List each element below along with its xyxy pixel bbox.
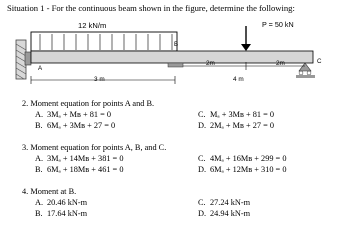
support-b [168,63,183,67]
dim-2m-right: 2m [276,60,285,67]
option-4b[interactable]: B. 17.64 kN-m [35,209,88,218]
question-prompt: Moment equation for points A and B. [30,99,155,108]
label-b: B [174,41,179,48]
option-3a[interactable]: A. 3Mₐ + 14Mʙ + 381 = 0 [35,154,124,163]
beam [31,51,313,63]
option-2b[interactable]: B. 6Mₐ + 3Mʙ + 27 = 0 [35,121,116,130]
question-2 [22,99,154,108]
question-number: 2. [22,99,29,108]
dim-2m-left: 2m [206,60,215,67]
dim-4m: 4 m [233,76,244,83]
question-prompt: Moment at B. [30,187,77,196]
option-4c[interactable]: C. 27.24 kN-m [198,198,251,207]
point-load-label: P = 50 kN [262,20,294,29]
option-2d[interactable]: D. 2Mₐ + Mʙ + 27 = 0 [198,121,275,130]
question-number: 3. [22,143,29,152]
label-c: C [317,58,322,65]
option-4a[interactable]: A. 20.46 kN-m [35,198,88,207]
dim-3m: 3 m [94,76,105,83]
point-load-arrow [241,26,251,51]
question-4 [22,187,76,196]
option-2c[interactable]: C. Mₐ + 3Mʙ + 81 = 0 [198,110,275,119]
page-title: Situation 1 - For the continuous beam shown in the figure, determine the following: [7,3,295,13]
label-a: A [38,65,43,72]
question-number: 4. [22,187,29,196]
question-prompt: Moment equation for points A, B, and C. [30,143,167,152]
question-3 [22,143,166,152]
option-4d[interactable]: D. 24.94 kN-m [198,209,251,218]
fixed-support-a [16,40,31,79]
option-3d[interactable]: D. 6Mₐ + 12Mʙ + 310 = 0 [198,165,287,174]
beam-figure [0,0,350,100]
option-2a[interactable]: A. 3Mₐ + Mʙ + 81 = 0 [35,110,112,119]
udl-label: 12 kN/m [78,21,107,30]
support-c [296,63,315,78]
option-3b[interactable]: B. 6Mₐ + 18Mʙ + 461 = 0 [35,165,124,174]
option-3c[interactable]: C. 4Mₐ + 16Mʙ + 299 = 0 [198,154,287,163]
distributed-load [31,32,177,51]
